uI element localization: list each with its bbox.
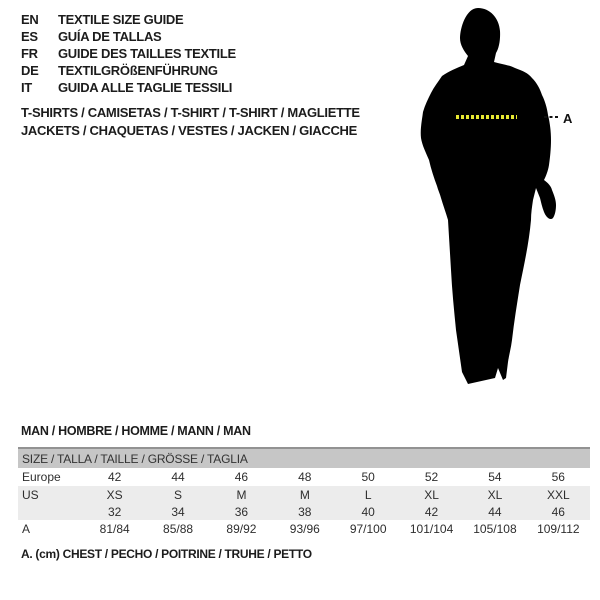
- table-cell: XXL: [527, 486, 590, 503]
- category-line-tshirts: T-SHIRTS / CAMISETAS / T-SHIRT / T-SHIRT / MAGLIETTE: [21, 105, 360, 120]
- language-row: [21, 79, 236, 96]
- table-cell: 48: [298, 470, 312, 484]
- language-code: FR: [21, 46, 38, 61]
- table-cell: 34: [146, 503, 209, 520]
- language-list: [21, 11, 236, 96]
- table-cell: 42: [108, 470, 122, 484]
- language-label: GUÍA DE TALLAS: [58, 29, 162, 44]
- table-cell: 101/104: [409, 522, 454, 536]
- table-cell: 81/84: [99, 522, 130, 536]
- table-cell: 46: [234, 470, 249, 484]
- measure-label-a: A: [563, 111, 573, 126]
- row-label-empty: [18, 503, 83, 520]
- table-cell: L: [337, 486, 400, 503]
- man-silhouette-svg: [413, 3, 585, 395]
- size-table: [18, 447, 590, 538]
- language-label: TEXTILE SIZE GUIDE: [58, 12, 184, 27]
- language-row: [21, 45, 236, 62]
- table-cell: 89/92: [226, 522, 257, 536]
- row-label-a: A: [22, 522, 31, 536]
- language-label: GUIDA ALLE TAGLIE TESSILI: [58, 80, 233, 95]
- table-cell: 85/88: [163, 522, 194, 536]
- table-cell: M: [273, 486, 336, 503]
- table-cell: 44: [171, 470, 185, 484]
- table-cell: 93/96: [289, 522, 320, 536]
- size-table-header-row: [18, 448, 590, 468]
- table-row-us-numeric: [18, 503, 590, 520]
- language-code: ES: [21, 29, 38, 44]
- table-cell: 46: [527, 503, 590, 520]
- table-cell: 52: [424, 470, 439, 484]
- size-guide-figure: [413, 3, 585, 395]
- language-row: [21, 62, 236, 79]
- table-cell: 38: [273, 503, 336, 520]
- table-cell: 54: [488, 470, 502, 484]
- language-row: [21, 11, 236, 28]
- table-cell: 97/100: [349, 522, 387, 536]
- row-label-us: US: [18, 486, 83, 503]
- section-title-man: MAN / HOMBRE / HOMME / MANN / MAN: [21, 424, 251, 438]
- language-code: DE: [21, 63, 39, 78]
- table-row-europe: [18, 468, 590, 486]
- language-row: [21, 28, 236, 45]
- table-cell: 32: [83, 503, 146, 520]
- category-line-jackets: JACKETS / CHAQUETAS / VESTES / JACKEN / GIACCHE: [21, 123, 357, 138]
- table-cell: 105/108: [473, 522, 517, 536]
- man-silhouette: [421, 8, 556, 384]
- table-row-chest-a: [18, 520, 590, 538]
- table-cell: 56: [551, 470, 565, 484]
- table-cell: 40: [337, 503, 400, 520]
- table-cell: 109/112: [537, 522, 580, 536]
- row-label-europe: Europe: [22, 470, 61, 484]
- garment-categories: [21, 104, 360, 140]
- footnote-chest: A. (cm) CHEST / PECHO / POITRINE / TRUHE / PETTO: [21, 547, 312, 561]
- table-cell: M: [210, 486, 273, 503]
- table-cell: 44: [463, 503, 526, 520]
- table-cell: XS: [83, 486, 146, 503]
- table-cell: S: [146, 486, 209, 503]
- table-cell: XL: [463, 486, 526, 503]
- size-table-wrap: [18, 447, 590, 538]
- table-row-us: [18, 486, 590, 503]
- size-table-header: SIZE / TALLA / TAILLE / GRÖSSE / TAGLIA: [18, 448, 590, 468]
- language-code: EN: [21, 12, 39, 27]
- language-code: IT: [21, 80, 32, 95]
- language-label: TEXTILGRÖßENFÜHRUNG: [58, 63, 218, 78]
- table-cell: 50: [361, 470, 375, 484]
- table-cell: XL: [400, 486, 463, 503]
- language-label: GUIDE DES TAILLES TEXTILE: [58, 46, 236, 61]
- table-cell: 36: [210, 503, 273, 520]
- table-cell: 42: [400, 503, 463, 520]
